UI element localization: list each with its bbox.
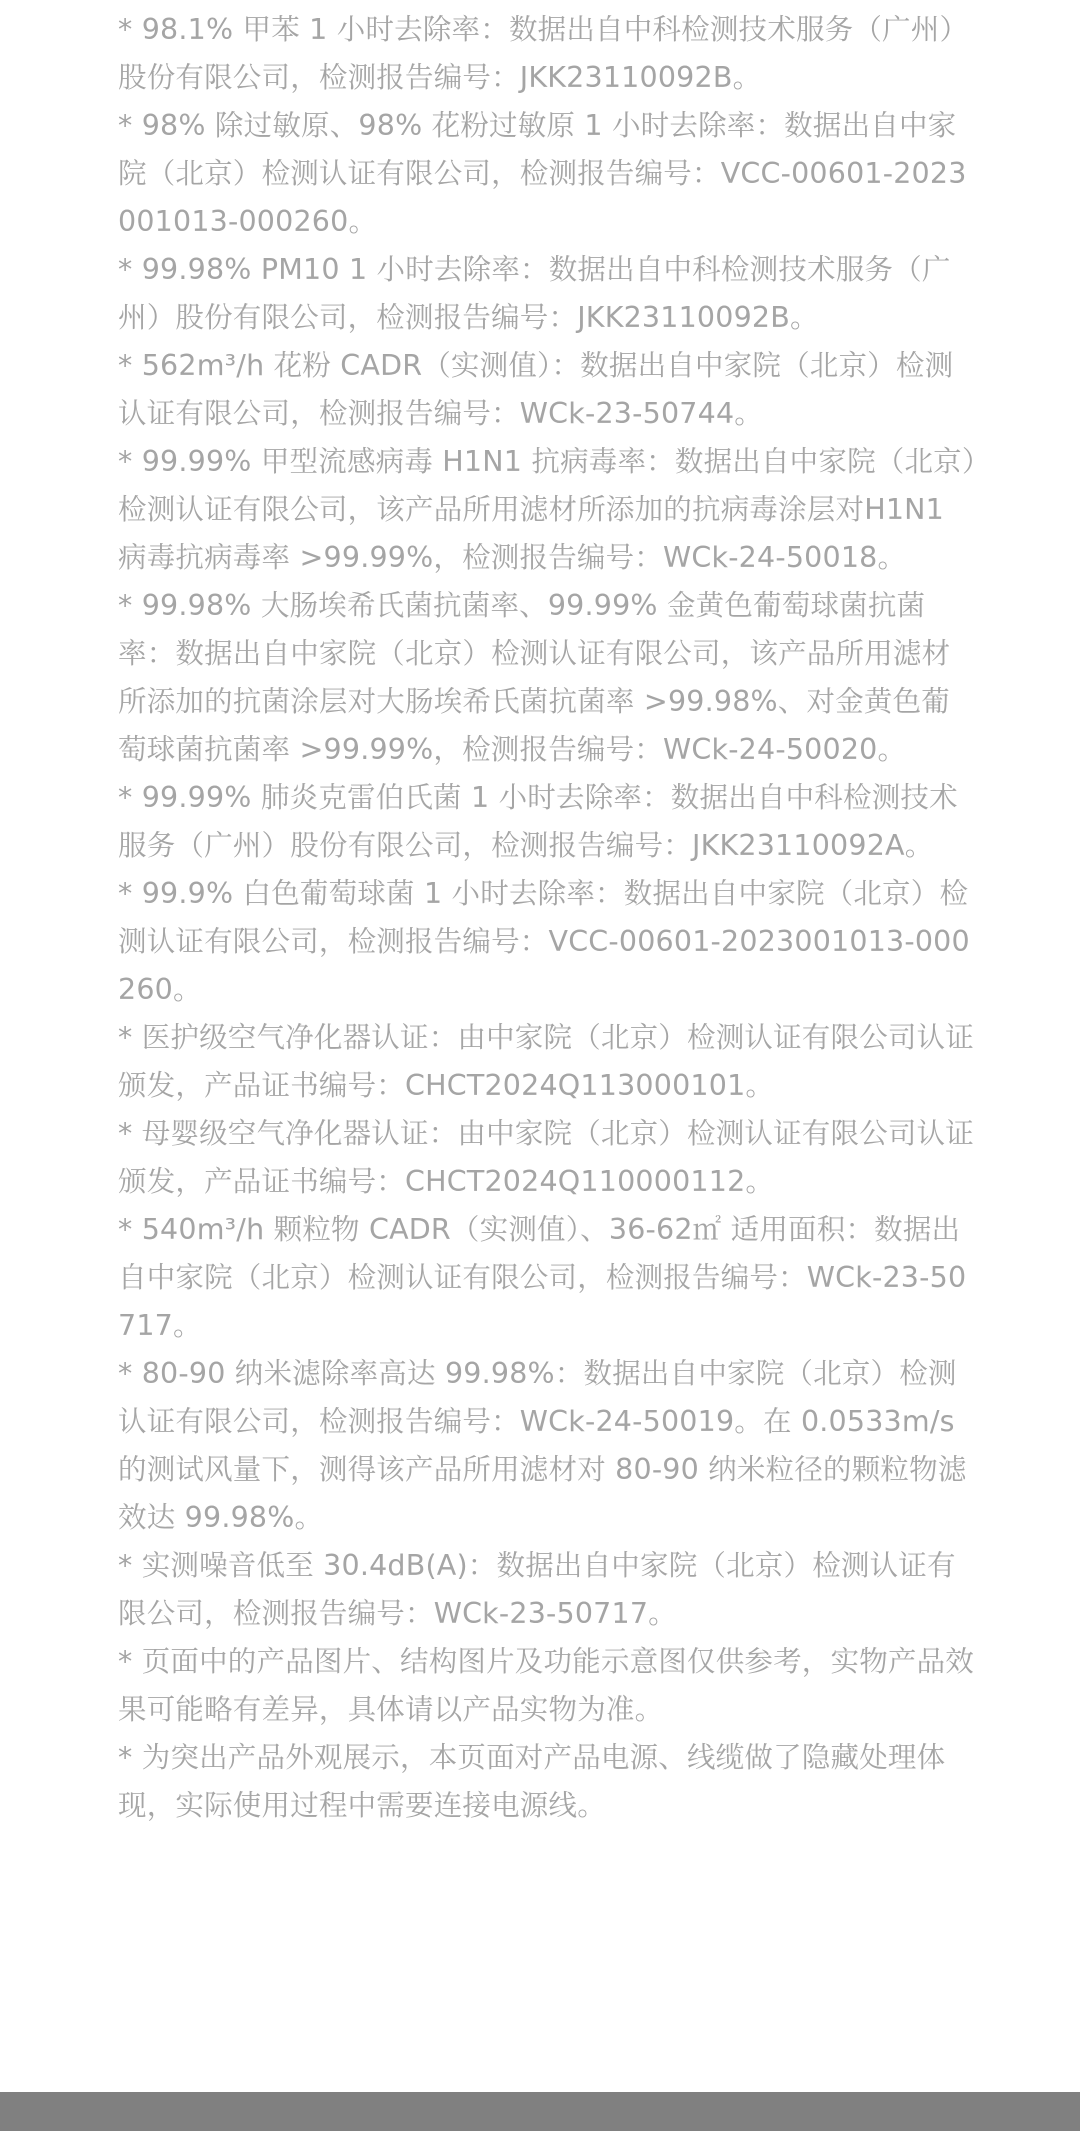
disclaimer-notes (118, 6, 978, 1830)
note-particle-cadr: * 540m³/h 颗粒物 CADR（实测值）、36-62㎡ 适用面积：数据出自中家院（北京）检测认证有限公司，检测报告编号：WCk-23-50717。 (118, 1213, 967, 1342)
note-staphylococcus: * 99.9% 白色葡萄球菌 1 小时去除率：数据出自中家院（北京）检测认证有限公司，检测报告编号：VCC-00601-2023001013-000260。 (118, 877, 970, 1006)
note-pollen-cadr: * 562m³/h 花粉 CADR（实测值）：数据出自中家院（北京）检测认证有限公司，检测报告编号：WCk-23-50744。 (118, 349, 954, 430)
note-maternal-cert: * 母婴级空气净化器认证：由中家院（北京）检测认证有限公司认证颁发，产品证书编号：CHCT2024Q110000112。 (118, 1117, 975, 1198)
note-h1n1: * 99.99% 甲型流感病毒 H1N1 抗病毒率：数据出自中家院（北京）检测认证有限公司，该产品所用滤材所添加的抗病毒涂层对H1N1 病毒抗病毒率 >99.99%，检测报告编号：WCk-24-50018。 (118, 445, 977, 574)
note-pm10: * 99.98% PM10 1 小时去除率：数据出自中科检测技术服务（广州）股份有限公司，检测报告编号：JKK23110092B。 (118, 253, 951, 334)
note-toluene: * 98.1% 甲苯 1 小时去除率：数据出自中科检测技术服务（广州）股份有限公司，检测报告编号：JKK23110092B。 (118, 13, 969, 94)
note-allergen: * 98% 除过敏原、98% 花粉过敏原 1 小时去除率：数据出自中家院（北京）检测认证有限公司，检测报告编号：VCC-00601-2023001013-000260。 (118, 109, 967, 238)
note-noise: * 实测噪音低至 30.4dB(A)：数据出自中家院（北京）检测认证有限公司，检测报告编号：WCk-23-50717。 (118, 1549, 956, 1630)
note-nano-filtration: * 80-90 纳米滤除率高达 99.98%：数据出自中家院（北京）检测认证有限公司，检测报告编号：WCk-24-50019。在 0.0533m/s 的测试风量下，测得该产品所用滤材对 80-90 纳米粒径的颗粒物滤效达 99.98%。 (118, 1357, 967, 1534)
note-klebsiella: * 99.99% 肺炎克雷伯氏菌 1 小时去除率：数据出自中科检测技术服务（广州）股份有限公司，检测报告编号：JKK23110092A。 (118, 781, 958, 862)
note-antibacterial: * 99.98% 大肠埃希氏菌抗菌率、99.99% 金黄色葡萄球菌抗菌率：数据出自中家院（北京）检测认证有限公司，该产品所用滤材所添加的抗菌涂层对大肠埃希氏菌抗菌率 >99.98%、对金黄色葡萄球菌抗菌率 >99.99%，检测报告编号：WCk-24-50020。 (118, 589, 951, 766)
note-medical-cert: * 医护级空气净化器认证：由中家院（北京）检测认证有限公司认证颁发，产品证书编号：CHCT2024Q113000101。 (118, 1021, 975, 1102)
note-image-reference: * 页面中的产品图片、结构图片及功能示意图仅供参考，实物产品效果可能略有差异，具体请以产品实物为准。 (118, 1645, 975, 1726)
note-power-cable: * 为突出产品外观展示，本页面对产品电源、线缆做了隐藏处理体现，实际使用过程中需要连接电源线。 (118, 1741, 946, 1822)
footer-bar (0, 2092, 1080, 2131)
